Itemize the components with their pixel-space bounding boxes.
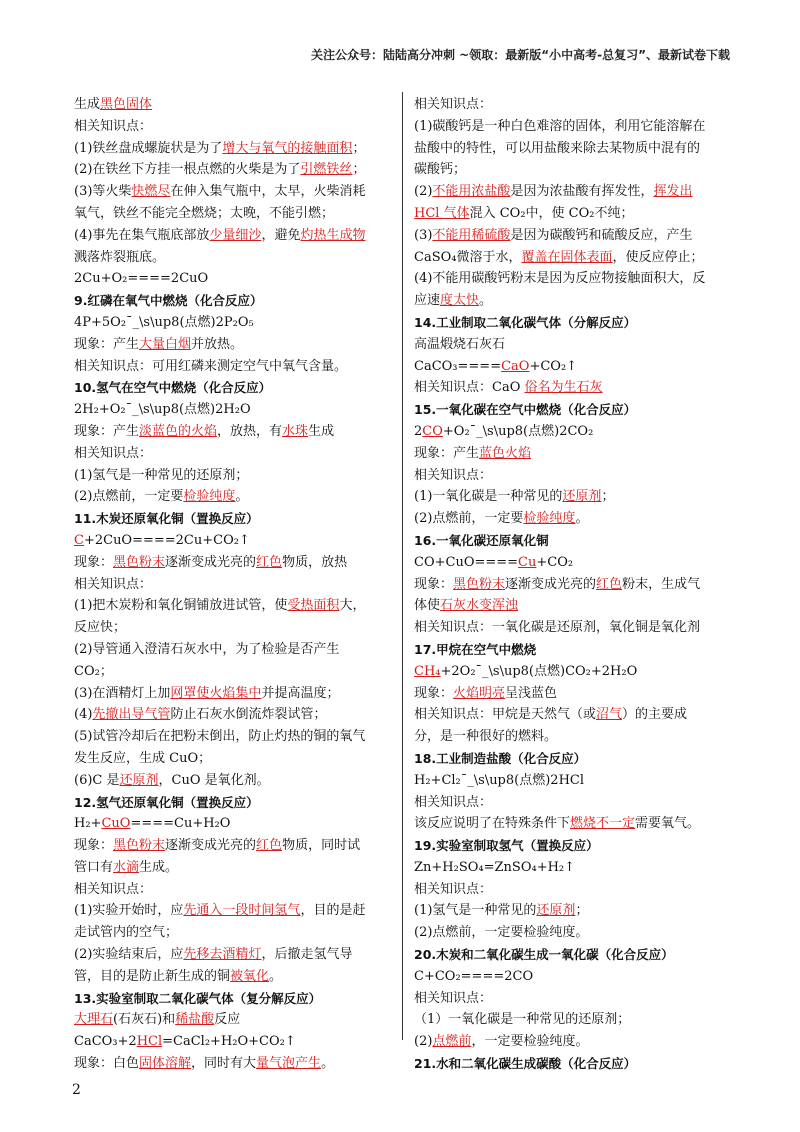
text-span: ，使反应停止； [612, 249, 704, 265]
text-span: 相关知识点： [74, 576, 153, 592]
text-line [74, 900, 392, 922]
text-span: 13.实验室制取二氧化碳气体（复分解反应） [74, 990, 322, 1006]
text-line [74, 922, 392, 944]
text-span: 12.氢气还原氧化铜（置换反应） [74, 794, 259, 810]
text-span: (2)点燃前，一定要 [74, 489, 184, 505]
section-heading [414, 639, 728, 661]
text-span: 2H₂+O₂¯_\s\up8(点燃)2H₂O [74, 402, 251, 418]
text-line [414, 356, 728, 378]
text-line [74, 835, 392, 857]
text-span: Zn+H₂SO₄=ZnSO₄+H₂↑ [414, 859, 576, 875]
text-line [74, 726, 392, 748]
highlighted-term: 少量细沙 [209, 227, 262, 243]
text-line [74, 443, 392, 465]
text-line [74, 683, 392, 705]
highlighted-term: 大量白烟 [139, 336, 192, 352]
text-span: (3) [414, 227, 433, 243]
text-span: ，CuO 是氧化剂。 [158, 772, 270, 788]
text-span: 防止石灰水倒流炸裂试管； [170, 707, 327, 723]
text-line [74, 465, 392, 487]
text-span: 是因为碳酸钙和硫酸反应，产生 [510, 227, 693, 243]
text-span: (1)碳酸钙是一种白色难溶的固体，利用它能溶解在 [414, 118, 706, 134]
text-line [414, 617, 728, 639]
text-line [74, 857, 392, 879]
text-line [414, 268, 728, 290]
text-span: (1)实验开始时，应 [74, 903, 184, 919]
text-line [74, 1009, 392, 1031]
text-line [74, 334, 392, 356]
text-span: 现象： [414, 576, 454, 592]
text-line [74, 1031, 392, 1053]
text-span: (2) [414, 184, 433, 200]
text-span: 现象：产生 [74, 336, 140, 352]
text-line [414, 421, 728, 443]
text-span: 逐渐变成光亮的 [505, 576, 597, 592]
highlighted-term: 点燃前 [432, 1034, 472, 1050]
text-span: (3)等火柴 [74, 184, 132, 200]
text-line [414, 465, 728, 487]
text-span: 。 [321, 1056, 335, 1072]
text-line [414, 595, 728, 617]
text-line [414, 857, 728, 879]
text-span: =CaCl₂+H₂O+CO₂↑ [162, 1034, 296, 1050]
text-span: 11.木炭还原氧化铜（置换反应） [74, 511, 259, 527]
text-line [414, 1009, 728, 1031]
text-span: 。 [269, 968, 283, 984]
text-line [74, 1053, 392, 1075]
text-span: 发生反应，生成 CuO； [74, 750, 212, 766]
highlighted-term: 被氧化 [230, 968, 270, 984]
text-span: 粉末，生成气 [622, 576, 701, 592]
text-line [74, 268, 392, 290]
highlighted-term: 先移去酒精灯 [183, 947, 262, 963]
text-span: 相关知识点： [74, 445, 153, 461]
highlighted-term: 水珠 [282, 423, 309, 439]
text-span: 反应 [214, 1012, 241, 1028]
text-span: 15.一氧化碳在空气中燃烧（化合反应） [414, 402, 637, 418]
highlighted-term: 覆盖在固体表面 [521, 249, 613, 265]
highlighted-term: CaO [501, 358, 530, 374]
section-heading [414, 944, 728, 966]
text-span: 14.工业制取二氧化碳气体（分解反应） [414, 314, 637, 330]
text-span: 相关知识点：CaO [414, 380, 525, 396]
text-line [414, 181, 728, 203]
text-line [414, 661, 728, 683]
text-span: (4)事先在集气瓶底部放 [74, 227, 210, 243]
highlighted-term: C [74, 532, 84, 548]
text-line [414, 203, 728, 225]
highlighted-term: 红色 [256, 838, 283, 854]
text-line [74, 966, 392, 988]
text-span: 现象： [74, 838, 114, 854]
text-span: H₂+ [74, 816, 102, 832]
text-line [74, 159, 392, 181]
highlighted-term: 增大与氧气的接触面积 [222, 140, 353, 156]
text-line [414, 879, 728, 901]
text-span: 碳酸钙； [414, 162, 467, 178]
text-span: 溅落炸裂瓶底。 [74, 249, 166, 265]
text-span: 相关知识点： [414, 467, 493, 483]
highlighted-term: 先撤出导气管 [92, 707, 171, 723]
text-line [414, 966, 728, 988]
text-span: ，避免 [261, 227, 301, 243]
text-line [74, 181, 392, 203]
text-span: CaCO₃==== [414, 358, 502, 374]
text-span: CO₂； [74, 663, 113, 679]
text-span: CaCO₃+2 [74, 1034, 137, 1050]
text-line [414, 508, 728, 530]
text-span: 相关知识点：一氧化碳是还原剂，氧化铜是氧化剂 [414, 620, 701, 636]
text-span: 分，是一种很好的燃料。 [414, 729, 558, 745]
text-span: 物质，放热 [282, 554, 348, 570]
text-span: (2) [414, 1034, 433, 1050]
text-span: 混入 CO₂中，使 CO₂不纯； [469, 205, 634, 221]
text-line [414, 900, 728, 922]
highlighted-term: 沼气 [596, 707, 623, 723]
text-span: 现象：产生 [74, 423, 140, 439]
section-heading [414, 399, 728, 421]
text-line [414, 988, 728, 1010]
text-span: CO+CuO==== [414, 554, 519, 570]
text-span: (1)一氧化碳是一种常见的 [414, 489, 563, 505]
text-span: 逐渐变成光亮的 [165, 838, 257, 854]
text-span: 4P+5O₂¯_\s\up8(点燃)2P₂O₅ [74, 314, 254, 330]
text-span: 盐酸中的特性，可以用盐酸来除去某物质中混有的 [414, 140, 701, 156]
highlighted-term: 灼热生成物 [300, 227, 366, 243]
text-span: （1）一氧化碳是一种常见的还原剂； [414, 1012, 631, 1028]
text-line [414, 377, 728, 399]
text-span: ； [575, 903, 589, 919]
text-span: (1)铁丝盘成螺旋状是为了 [74, 140, 223, 156]
text-span: 19.实验室制取氢气（置换反应） [414, 838, 599, 854]
text-line [74, 399, 392, 421]
text-line [414, 770, 728, 792]
text-span: 需要氧气。 [635, 816, 701, 832]
text-span: 相关知识点： [74, 881, 153, 897]
highlighted-term: 受热面积 [287, 598, 340, 614]
text-span: 9.红磷在氧气中燃烧（化合反应） [74, 293, 263, 309]
text-line [414, 726, 728, 748]
text-line [74, 661, 392, 683]
text-line [74, 356, 392, 378]
text-span: CaSO₄微溶于水， [414, 249, 522, 265]
text-span: (2)点燃前，一定要 [414, 511, 524, 527]
text-span: H₂+Cl₂¯_\s\up8(点燃)2HCl [414, 772, 585, 788]
text-line [74, 639, 392, 661]
highlighted-term: 固体溶解 [139, 1056, 192, 1072]
text-line [414, 443, 728, 465]
text-line [74, 94, 392, 116]
highlighted-term: Cu [518, 554, 537, 570]
text-line [414, 486, 728, 508]
text-span: 生成 [74, 97, 101, 112]
text-span: +CO₂ [536, 554, 574, 570]
section-heading [414, 835, 728, 857]
text-span: 并提高温度； [261, 685, 340, 701]
text-span: 管，目的是防止新生成的铜 [74, 968, 231, 984]
section-heading [74, 792, 392, 814]
text-span: ）的主要成 [622, 707, 688, 723]
highlighted-term: 检验纯度 [523, 511, 576, 527]
text-span: 现象：产生 [414, 445, 480, 461]
text-line [74, 617, 392, 639]
highlighted-term: 火焰明亮 [453, 685, 506, 701]
text-line [74, 247, 392, 269]
text-line [74, 748, 392, 770]
text-line [414, 792, 728, 814]
text-line [414, 290, 728, 312]
highlighted-term: 快燃尽 [131, 184, 171, 200]
highlighted-term: 水滴 [113, 859, 140, 875]
text-span: ； [601, 489, 615, 505]
text-span: 17.甲烷在空气中燃烧 [414, 641, 537, 657]
text-span: 呈浅蓝色 [505, 685, 558, 701]
text-span: 相关知识点： [74, 118, 153, 134]
text-span: 在伸入集气瓶中，太早，火柴消耗 [170, 184, 366, 200]
text-span: ，放热，有 [217, 423, 283, 439]
text-line [74, 203, 392, 225]
text-line [74, 138, 392, 160]
section-heading [74, 290, 392, 312]
text-span: 相关知识点：甲烷是天然气（或 [414, 707, 597, 723]
right-column [414, 94, 728, 1075]
text-span: +2CuO====2Cu+CO₂↑ [83, 532, 250, 548]
text-span: (2)在铁丝下方挂一根点燃的火柴是为了 [74, 162, 301, 178]
section-heading [74, 377, 392, 399]
highlighted-term: 石灰水变浑浊 [440, 598, 519, 614]
text-line [414, 922, 728, 944]
text-line [414, 1031, 728, 1053]
highlighted-term: 红色 [596, 576, 623, 592]
highlighted-term: 淡蓝色的火焰 [139, 423, 218, 439]
text-line [74, 595, 392, 617]
text-line [74, 116, 392, 138]
column-divider [402, 92, 403, 1040]
text-span: (1)把木炭粉和氧化铜铺放进试管，使 [74, 598, 288, 614]
text-span: 16.一氧化碳还原氧化铜 [414, 532, 549, 548]
highlighted-term: 量气泡产生 [256, 1056, 322, 1072]
text-span: +2O₂¯_\s\up8(点燃)CO₂+2H₂O [440, 663, 638, 679]
text-span: 逐渐变成光亮的 [165, 554, 257, 570]
text-span: 2 [414, 423, 423, 439]
highlighted-term: 不能用浓盐酸 [432, 184, 511, 200]
text-line [74, 552, 392, 574]
text-span: (2)点燃前，一定要检验纯度。 [414, 925, 589, 941]
highlighted-term: 还原剂 [536, 903, 576, 919]
text-span: (石灰石)和 [113, 1012, 176, 1028]
text-span: ，目的是赶 [300, 903, 366, 919]
text-line [414, 159, 728, 181]
text-span: 是因为浓盐酸有挥发性， [510, 184, 654, 200]
highlighted-term: 稀盐酸 [175, 1012, 215, 1028]
text-span: (2)实验结束后，应 [74, 947, 184, 963]
text-span: (3)在酒精灯上加 [74, 685, 171, 701]
text-line [414, 813, 728, 835]
text-line [74, 944, 392, 966]
section-heading [414, 1053, 728, 1075]
text-span: (2)导管通入澄清石灰水中，为了检验是否产生 [74, 641, 340, 657]
text-span: 高温煅烧石灰石 [414, 336, 506, 352]
highlighted-term: 燃烧不一定 [570, 816, 636, 832]
text-span: (1)氢气是一种常见的还原剂； [74, 467, 249, 483]
text-line [414, 225, 728, 247]
text-line [74, 574, 392, 596]
text-line [74, 421, 392, 443]
text-span: 现象：白色 [74, 1056, 140, 1072]
text-span: 体使 [414, 598, 441, 614]
text-span: ； [352, 162, 366, 178]
highlighted-term: 红色 [256, 554, 283, 570]
text-line [414, 683, 728, 705]
text-line [414, 116, 728, 138]
text-span: 。 [235, 489, 249, 505]
highlighted-term: 还原剂 [562, 489, 602, 505]
highlighted-term: HCl 气体 [414, 205, 470, 221]
text-span: ，后撤走氢气导 [261, 947, 353, 963]
text-line [74, 813, 392, 835]
text-line [414, 334, 728, 356]
text-span: 现象： [74, 554, 114, 570]
text-span: ； [352, 140, 366, 156]
text-line [414, 94, 728, 116]
highlighted-term: 俗名为生石灰 [524, 380, 603, 396]
text-span: 21.水和二氧化碳生成碳酸（化合反应） [414, 1056, 637, 1072]
text-span: 相关知识点： [414, 794, 493, 810]
text-span: 2Cu+O₂====2CuO [74, 271, 209, 287]
text-span: 。 [575, 511, 589, 527]
text-span: 物质，同时试 [282, 838, 361, 854]
text-span: 现象： [414, 685, 454, 701]
text-span: 应速 [414, 293, 441, 309]
section-heading [414, 530, 728, 552]
section-heading [74, 988, 392, 1010]
highlighted-term: HCl [136, 1034, 163, 1050]
text-span: 相关知识点： [414, 990, 493, 1006]
text-span: +O₂¯_\s\up8(点燃)2CO₂ [442, 423, 594, 439]
highlighted-term: 还原剂 [119, 772, 159, 788]
page-number: 2 [72, 1082, 81, 1098]
text-span: C+CO₂====2CO [414, 968, 534, 984]
text-span: 相关知识点： [414, 97, 493, 112]
text-span: ====Cu+H₂O [130, 816, 231, 832]
text-span: 18.工业制造盐酸（化合反应） [414, 750, 587, 766]
text-line [414, 574, 728, 596]
text-span: ，一定要检验纯度。 [471, 1034, 589, 1050]
text-span: (6)C 是 [74, 772, 120, 788]
text-span: (1)氢气是一种常见的 [414, 903, 537, 919]
text-line [414, 552, 728, 574]
highlighted-term: 网罩使火焰集中 [170, 685, 262, 701]
text-span: 相关知识点： [414, 881, 493, 897]
highlighted-term: CuO [101, 816, 131, 832]
left-column [74, 94, 392, 1075]
highlighted-term: 度太快 [440, 293, 480, 309]
section-heading [74, 508, 392, 530]
highlighted-term: 蓝色火焰 [479, 445, 532, 461]
text-span: 管口有 [74, 859, 114, 875]
text-span: 大， [339, 598, 366, 614]
text-span: 10.氢气在空气中燃烧（化合反应） [74, 380, 272, 396]
text-span: 氧气，铁丝不能完全燃烧；太晚，不能引燃； [74, 205, 335, 221]
text-span: 。 [479, 293, 493, 309]
text-line [74, 530, 392, 552]
section-heading [414, 312, 728, 334]
highlighted-term: 不能用稀硫酸 [432, 227, 511, 243]
highlighted-term: 挥发出 [653, 184, 693, 200]
section-heading [414, 748, 728, 770]
highlighted-term: CH₄ [414, 663, 441, 679]
text-span: (5)试管冷却后在把粉末倒出，防止灼热的铜的氧气 [74, 729, 366, 745]
text-line [74, 704, 392, 726]
text-span: 相关知识点：可用红磷来测定空气中氧气含量。 [74, 358, 348, 374]
highlighted-term: 黑色固体 [100, 97, 153, 112]
text-line [414, 138, 728, 160]
text-line [74, 486, 392, 508]
highlighted-term: CO [422, 423, 443, 439]
text-line [414, 247, 728, 269]
text-line [74, 225, 392, 247]
text-span: 生成。 [139, 859, 179, 875]
text-span: (4) [74, 707, 93, 723]
text-span: 走试管内的空气； [74, 925, 179, 941]
text-span: 20.木炭和二氧化碳生成一氧化碳（化合反应） [414, 947, 674, 963]
text-span: 反应快； [74, 620, 127, 636]
highlighted-term: 大理石 [74, 1012, 114, 1028]
text-span: (4)不能用碳酸钙粉末是因为反应物接触面积大，反 [414, 271, 706, 287]
text-line [414, 704, 728, 726]
highlighted-term: 检验纯度 [183, 489, 236, 505]
text-span: 该反应说明了在特殊条件下 [414, 816, 571, 832]
highlighted-term: 黑色粉末 [453, 576, 506, 592]
text-span: ，同时有大 [191, 1056, 257, 1072]
text-span: 生成 [308, 423, 335, 439]
text-span: 并放热。 [191, 336, 244, 352]
highlighted-term: 黑色粉末 [113, 838, 166, 854]
text-line [74, 770, 392, 792]
text-line [74, 879, 392, 901]
text-span: +CO₂↑ [529, 358, 578, 374]
text-line [74, 312, 392, 334]
highlighted-term: 引燃铁丝 [300, 162, 353, 178]
highlighted-term: 先通入一段时间氢气 [183, 903, 301, 919]
page-header: 关注公众号：陆陆高分冲刺 ~领取：最新版“小中高考-总复习”、最新试卷下载 [311, 48, 730, 62]
highlighted-term: 黑色粉末 [113, 554, 166, 570]
